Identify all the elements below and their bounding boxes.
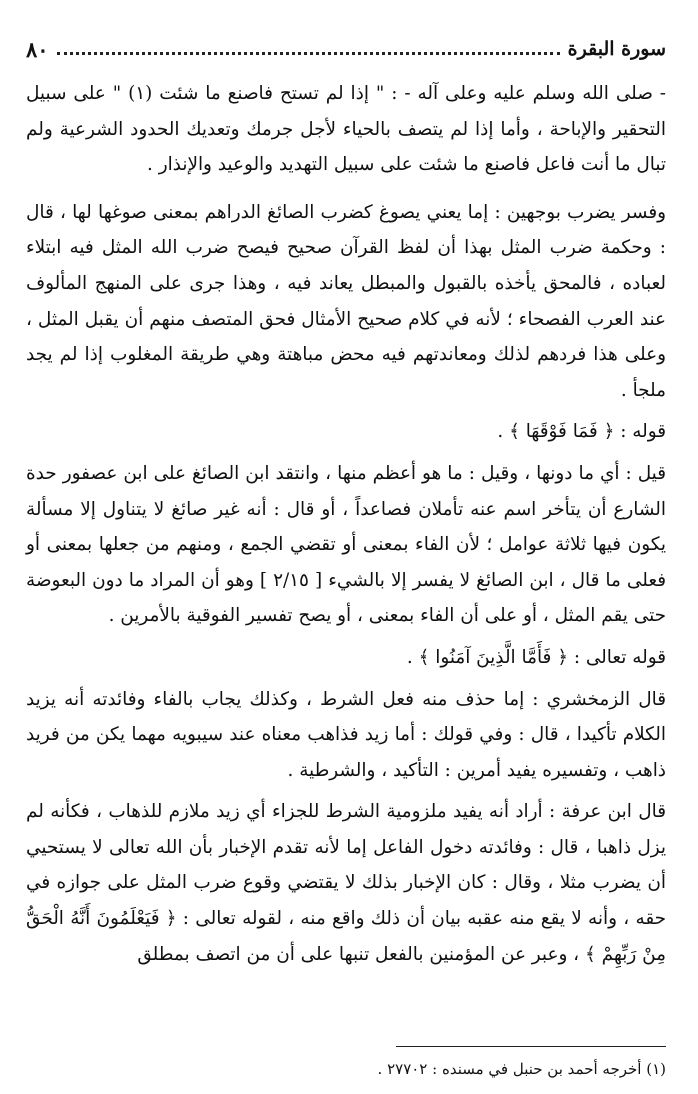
paragraph-qawluhu-fama-fawqaha: قوله : ﴿ فَمَا فَوْقَهَا ﴾ . bbox=[497, 421, 666, 443]
paragraph-ibn-arafa: قال ابن عرفة : أراد أنه يفيد ملزومية الشرط للجزاء أي زيد ملازم للذهاب ، فكأنه لم يزل ذاهبا ، قال : وفائدته دخول الفاعل إما لأنه تقدم الإخبار بأن الله تعالى لا يستحيي أن يضرب مثلا ، وقال : كان الإخبار بذلك لا يقتضي وقوع ضرب المثل على جوازه في حقه ، وأنه لا يقع منه عقبه بيان أن ذلك واقع منه ، لقوله تعالى : ﴿ فَيَعْلَمُونَ أَنَّهُ الْحَقُّ مِنْ رَبِّهِمْ ﴾ ، وعبر عن المؤمنين بالفعل تنبها على أن من اتصف بمطلق bbox=[26, 801, 666, 965]
page-header bbox=[26, 34, 666, 64]
page-body bbox=[26, 76, 666, 978]
surah-title: سورة البقرة bbox=[567, 38, 666, 60]
paragraph-qila: قيل : أي ما دونها ، وقيل : ما هو أعظم منها ، وانتقد ابن الصائغ على ابن عصفور حدة الشارع أن يتأخر اسم عنه تأملان فصاعداً ، أو قال : أنه غير صائغ لا يتناول إلا مسألة يكون فيها ثلاثة عوامل ؛ لأن الفاء بمعنى أو تقضي الجمع ، ومنهم من جعلها بمعنى أو فعلى ما قال ، ابن الصائغ لا يفسر إلا بالشيء [ ٢/١٥ ] وهو أن المراد ما دون البعوضة حتى يقم المثل ، أو على أن الفاء بمعنى ، أو يصح تفسير الفوقية بالأمرين . bbox=[26, 462, 666, 627]
footnote: (١) أخرجه أحمد بن حنبل في مسنده : ٢٧٧٠٢ . bbox=[377, 1060, 666, 1078]
footnote-divider bbox=[396, 1046, 666, 1047]
header-dotted-rule bbox=[57, 52, 560, 55]
paragraph-hadith: - صلى الله وسلم عليه وعلى آله - : " إذا لم تستح فاصنع ما شئت (١) " على سبيل التحقير والإباحة ، وأما إذا لم يتصف بالحياء لأجل جرمك وتعديك الحدود الشرعية ولم تبال ما أنت فاعل فاصنع ما شئت على سبيل التهديد والوعيد والإنذار . bbox=[26, 83, 666, 176]
paragraph-yadrib: وفسر يضرب بوجهين : إما يعني يصوغ كضرب الصائغ الدراهم بمعنى صوغها لها ، قال : وحكمة ضرب المثل بهذا أن لفظ القرآن صحيح فيصح ضرب الله المثل فيه ابتلاء لعباده ، فالمحق يأخذه بالقبول والمبطل يعاند فيه ، وهذا جرى على المنهج المألوف عند العرب الفصحاء ؛ لأنه في كلام صحيح الأمثال فحق المتصف منهم أن يقبل المثل ، وعلى هذا فردهم لذلك ومعاندتهم فيه محض مباهتة وهي طريقة المغلوب إذا لم يجد ملجأ . bbox=[26, 201, 666, 401]
page-number: ٨٠ bbox=[26, 36, 49, 62]
paragraph-qawluhu-faamma: قوله تعالى : ﴿ فَأَمَّا الَّذِينَ آمَنُوا ﴾ . bbox=[406, 646, 666, 668]
paragraph-zamakhshari: قال الزمخشري : إما حذف منه فعل الشرط ، وكذلك يجاب بالفاء وفائدته أنه يزيد الكلام تأكيدا ، قال : وفي قولك : أما زيد فذاهب معناه عند سيبويه مهما يكن من فريد ذاهب ، وتفسيره يفيد أمرين : التأكيد ، والشرطية . bbox=[26, 688, 666, 781]
